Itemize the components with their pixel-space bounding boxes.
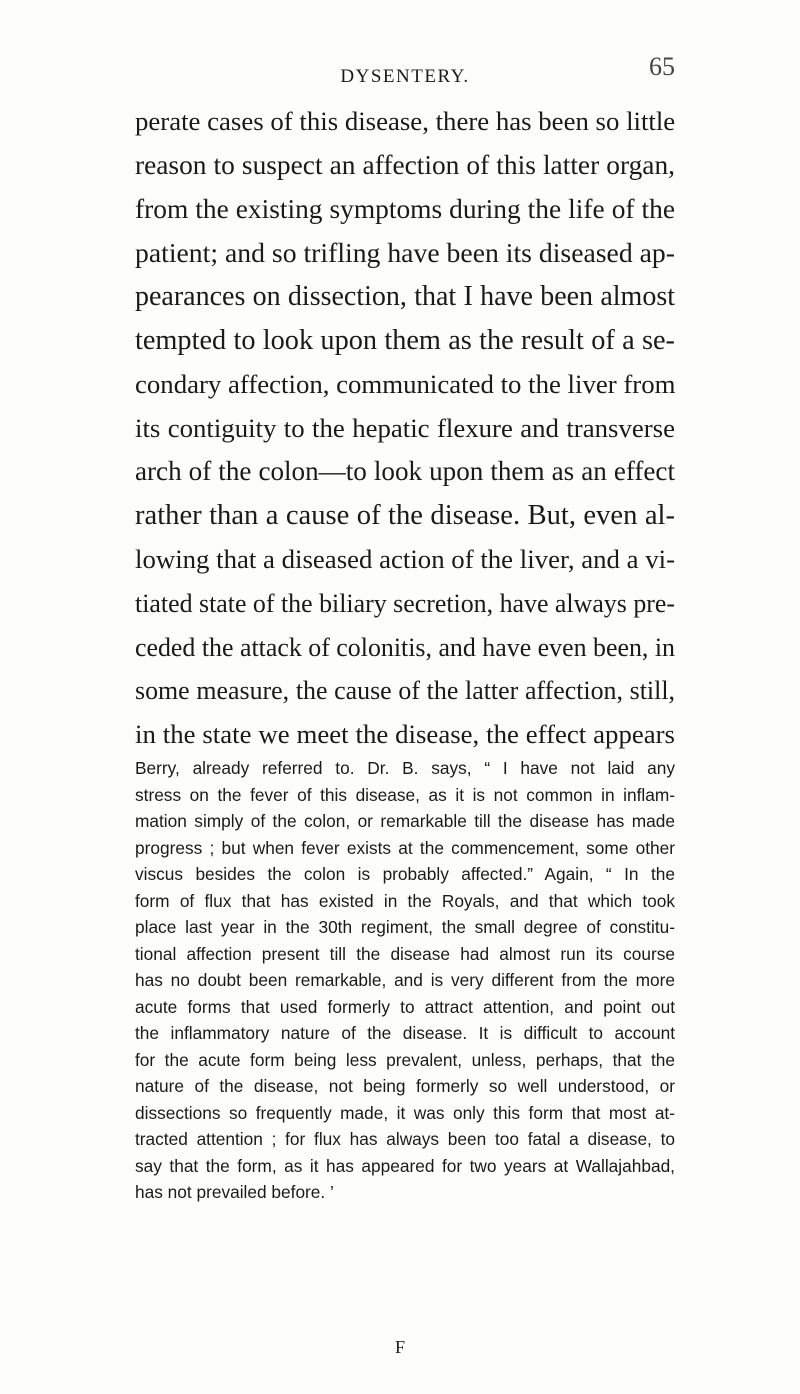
body-line: condary affection, communicated to the liver from [135, 368, 676, 399]
running-title: DYSENTERY. [340, 66, 470, 87]
page-number: 65 [649, 52, 675, 81]
footnote-line: has not prevailed before. ’ [135, 1182, 334, 1202]
footnote-line: mation simply of the colon, or remarkable till the disease has made [135, 811, 675, 831]
body-line: reason to suspect an affection of this latter organ, [135, 149, 675, 180]
body-line: arch of the colon—to look upon them as an effect [135, 456, 675, 487]
body-line: tempted to look upon them as the result of a se- [135, 324, 675, 356]
body-line: perate cases of this disease, there has been so little [135, 106, 676, 136]
body-line: ceded the attack of colonitis, and have even been, in [135, 632, 675, 662]
footnote [135, 755, 675, 1206]
footnote-line: acute forms that used formerly to attract attention, and point out [135, 996, 675, 1017]
footnote-line: nature of the disease, not being formerly so well understood, or [135, 1076, 675, 1096]
footnote-line: Berry, already referred to. Dr. B. says, “ I have not laid any [135, 758, 675, 778]
footnote-line: say that the form, as it has appeared for two years at Wallajahbad, [135, 1155, 675, 1176]
footnote-line: viscus besides the colon is probably affected.” Again, “ In the [135, 864, 675, 884]
running-head [135, 52, 675, 100]
footnote-line: tional affection present till the disease had almost run its course [135, 943, 675, 964]
body-line: lowing that a diseased action of the liver, and a vi- [135, 543, 675, 574]
body-line: from the existing symptoms during the life of the [135, 193, 675, 224]
footnote-line: the inflammatory nature of the disease. It is difficult to account [135, 1023, 675, 1043]
signature-mark: F [394, 1337, 405, 1357]
body-line: pearances on dissection, that I have been almost [135, 281, 675, 313]
footnote-line: for the acute form being less prevalent, unless, perhaps, that the [135, 1049, 675, 1070]
body-line: rather than a cause of the disease. But, even al- [135, 500, 675, 532]
footnote-line: stress on the fever of this disease, as it is not common in inflam- [135, 784, 675, 805]
footnote-line: place last year in the 30th regiment, the small degree of constitu- [135, 917, 675, 937]
body-line: in the state we meet the disease, the effect appears [135, 719, 675, 750]
body-line: its contiguity to the hepatic flexure and transverse [135, 412, 675, 443]
footnote-line: dissections so frequently made, it was only this form that most at- [135, 1102, 675, 1123]
body-text [135, 100, 675, 757]
footnote-line: has no doubt been remarkable, and is very different from the more [135, 970, 675, 990]
footnote-line: tracted attention ; for flux has always been too fatal a disease, to [135, 1129, 675, 1149]
footnote-line: form of flux that has existed in the Royals, and that which took [135, 890, 675, 911]
body-line: patient; and so trifling have been its diseased ap- [135, 237, 675, 269]
body-line: some measure, the cause of the latter affection, still, [135, 676, 675, 706]
body-line: tiated state of the biliary secretion, have always pre- [135, 588, 675, 618]
footnote-line: progress ; but when fever exists at the commencement, some other [135, 837, 675, 858]
